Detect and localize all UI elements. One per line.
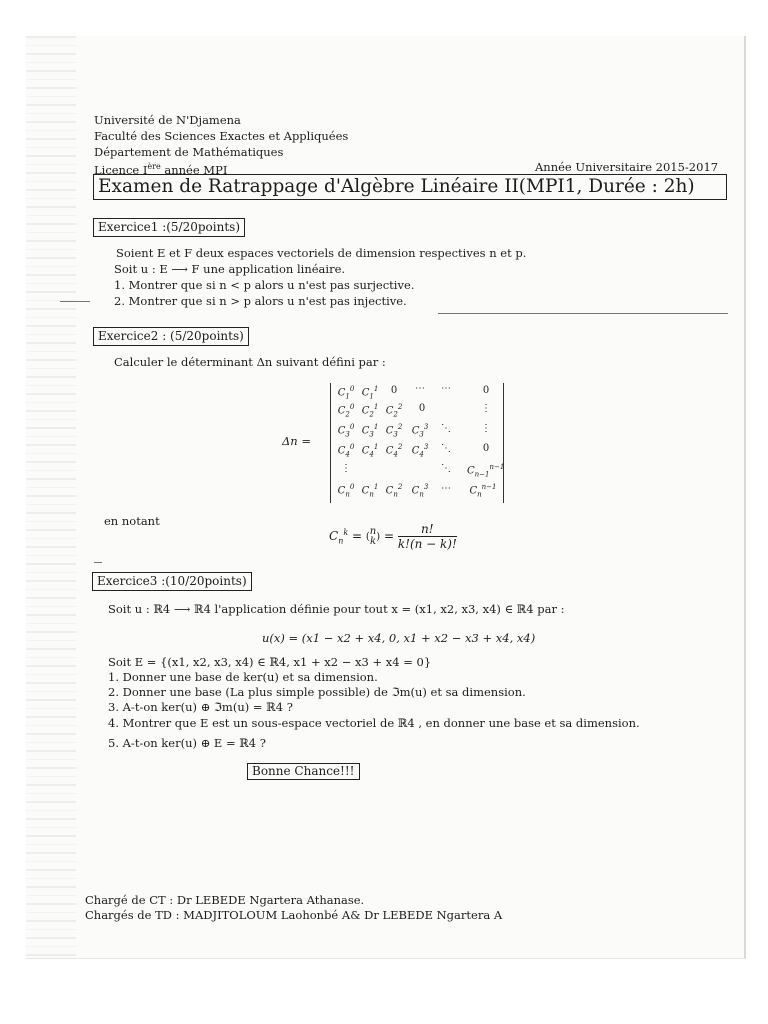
matrix-cell: $C_4^0$ <box>337 443 355 459</box>
matrix-cell: 0 <box>482 385 490 396</box>
scan-mark <box>60 301 90 302</box>
ex3-q4: 4. Montrer que E est un sous-espace vectoriel de ℝ4 , en donner une base et sa dimension. <box>108 716 640 730</box>
ex3-q3: 3. A-t-on ker(u) ⊕ ℑm(u) = ℝ4 ? <box>108 700 293 714</box>
matrix-cell: $C_3^0$ <box>337 423 355 439</box>
footer-ct: Chargé de CT : Dr LEBEDE Ngartera Athanase. <box>85 893 365 907</box>
exercise3-label: Exercice3 :(10/20points) <box>92 572 252 591</box>
matrix-cell: $C_4^2$ <box>385 443 403 459</box>
matrix-cell: $C_n^2$ <box>385 483 403 499</box>
matrix-cell: $C_3^3$ <box>411 423 429 439</box>
matrix-cell: $C_2^2$ <box>385 403 403 419</box>
matrix-cell: $C_n^1$ <box>361 483 379 499</box>
matrix-cell: ⋯ <box>441 383 451 394</box>
ex3-q5: 5. A-t-on ker(u) ⊕ E = ℝ4 ? <box>108 736 266 750</box>
matrix-cell: $C_2^1$ <box>361 403 379 419</box>
academic-year: Année Universitaire 2015-2017 <box>535 160 719 174</box>
matrix-cell: $C_{n-1}^{n-1}$ <box>467 463 505 479</box>
matrix-cell: $C_n^0$ <box>337 483 355 499</box>
matrix-cell: 0 <box>418 403 426 414</box>
ex2-intro: Calculer le déterminant Δn suivant défini par : <box>114 355 386 369</box>
ex1-line4: 2. Montrer que si n > p alors u n'est pas injective. <box>114 294 407 308</box>
ex3-set-e: Soit E = {(x1, x2, x3, x4) ∈ ℝ4, x1 + x2 − x3 + x4 = 0} <box>108 655 432 669</box>
faculty-name: Faculté des Sciences Exactes et Appliquées <box>94 129 349 143</box>
matrix-cell: $C_1^0$ <box>337 385 355 401</box>
licence-level: Licence Ière année MPI <box>94 162 228 177</box>
ex3-q2: 2. Donner une base (La plus simple possible) de ℑm(u) et sa dimension. <box>108 685 526 699</box>
matrix-cell: ⋱ <box>441 443 451 454</box>
matrix-cell: ⋮ <box>481 423 491 434</box>
scan-mark <box>94 562 102 563</box>
exercise2-label: Exercice2 : (5/20points) <box>93 327 249 346</box>
footer-td: Chargés de TD : MADJITOLOUM Laohonbé A& Dr LEBEDE Ngartera A <box>85 908 503 922</box>
ex1-line1: Soient E et F deux espaces vectoriels de dimension respectives n et p. <box>116 246 527 260</box>
exercise-divider <box>438 313 728 314</box>
ex1-line3: 1. Montrer que si n < p alors u n'est pas surjective. <box>114 278 415 292</box>
good-luck-box: Bonne Chance!!! <box>247 763 360 780</box>
ex3-formula: u(x) = (x1 − x2 + x4, 0, x1 + x2 − x3 + x4, x4) <box>262 631 536 645</box>
matrix-cell: ⋯ <box>441 483 451 494</box>
matrix-cell: $C_1^1$ <box>361 385 379 401</box>
exam-title-box <box>93 174 727 200</box>
scan-noise <box>26 36 76 958</box>
ex1-line2: Soit u : E ⟶ F une application linéaire. <box>114 262 346 276</box>
matrix-cell: $C_3^2$ <box>385 423 403 439</box>
matrix-cell: $C_3^1$ <box>361 423 379 439</box>
matrix-cell: ⋮ <box>341 463 351 474</box>
matrix-cell: ⋱ <box>441 463 451 474</box>
matrix-cell: $C_n^3$ <box>411 483 429 499</box>
matrix-cell: ⋱ <box>441 423 451 434</box>
binomial-definition: $C_n^k = (n$ k) = $\frac{n!}{k!(n - k)!}$ <box>329 522 457 551</box>
en-notant: en notant <box>104 514 160 528</box>
matrix-cell: $C_4^3$ <box>411 443 429 459</box>
matrix-cell: $C_2^0$ <box>337 403 355 419</box>
matrix-cell: 0 <box>390 385 398 396</box>
matrix-cell: $C_4^1$ <box>361 443 379 459</box>
university-name: Université de N'Djamena <box>94 113 241 127</box>
determinant-matrix <box>330 383 504 503</box>
matrix-cell: $C_n^{n-1}$ <box>469 483 497 499</box>
ex3-q1: 1. Donner une base de ker(u) et sa dimension. <box>108 670 378 684</box>
exercise1-label: Exercice1 :(5/20points) <box>93 218 245 237</box>
delta-label: Δn = <box>282 434 312 448</box>
matrix-cell: 0 <box>482 443 490 454</box>
department-name: Département de Mathématiques <box>94 145 284 159</box>
exam-title: Examen de Ratrappage d'Algèbre Linéaire II(MPI1, Durée : 2h) <box>98 176 695 197</box>
matrix-cell: ⋯ <box>415 383 425 394</box>
matrix-cell: ⋮ <box>481 403 491 414</box>
ex3-definition: Soit u : ℝ4 ⟶ ℝ4 l'application définie pour tout x = (x1, x2, x3, x4) ∈ ℝ4 par : <box>108 602 565 616</box>
